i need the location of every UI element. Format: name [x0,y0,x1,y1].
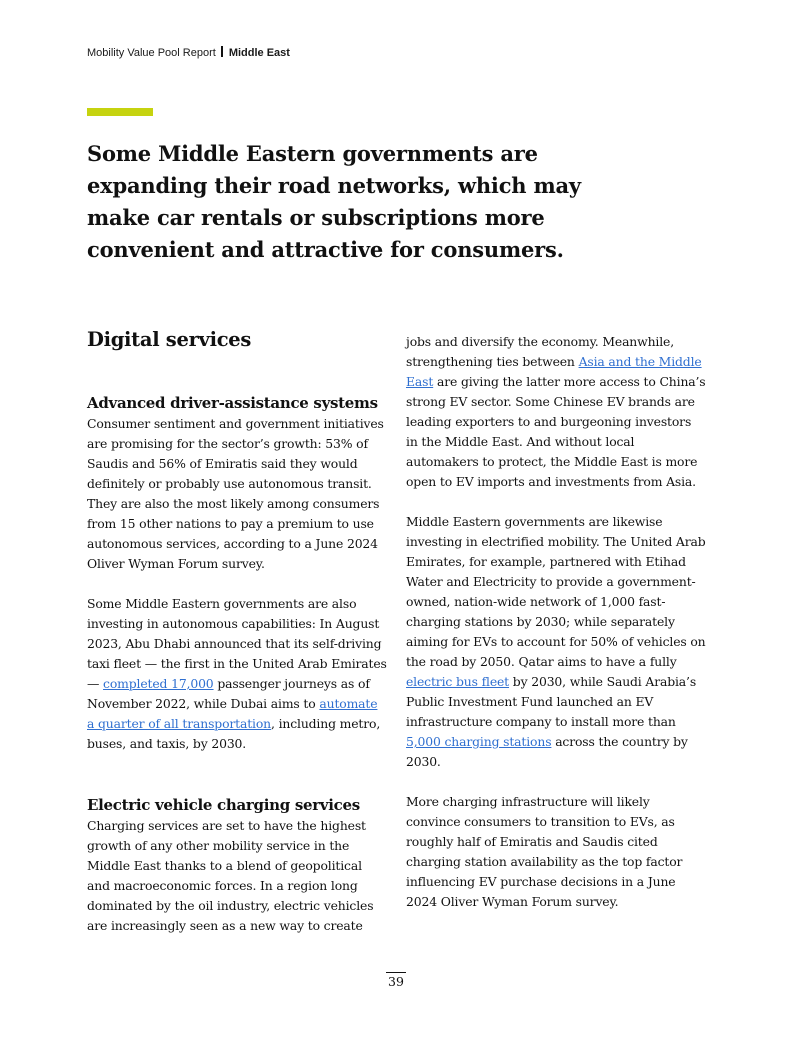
spacer [406,772,706,792]
right-column [406,332,706,912]
right-paragraph-2 [406,512,706,772]
headline: Some Middle Eastern governments are expanding their road networks, which may make car rentals or subscriptions more convenient and attractive for consumers. [87,141,581,262]
adas-paragraph-1: Consumer sentiment and government initiatives are promising for the sector’s growth: 53% of Saudis and 56% of Emiratis said they would definitely or probably use autonomous transit. They are also the most likely among consumers from 15 other nations to pay a premium to use autonomous services, according to a June 2024 Oliver Wyman Forum survey. [87,416,384,571]
page-number: 39 [386,972,406,991]
ev-paragraph-1: Charging services are set to have the highest growth of any other mobility service in the Middle East thanks to a blend of geopolitical and macroeconomic forces. In a region long dominated by the oil industry, electric vehicles are increasingly seen as a new way to create [87,818,374,933]
subsection-title-ev-charging: Electric vehicle charging services [87,796,360,814]
subsection-title-adas: Advanced driver-assistance systems [87,394,378,412]
region-label: Middle East [228,47,290,59]
spacer [87,754,387,794]
adas-paragraph-2 [87,594,387,754]
right-paragraph-1-text: are giving the latter more access to China’s strong EV sector. Some Chinese EV brands are leading exporters to and burgeoning investors in the Middle East. And without local automakers to protect, the Middle East is more open to EV imports and investments from Asia. [406,374,706,489]
report-title: Mobility Value Pool Report [87,47,216,59]
accent-bar [87,108,153,116]
link-charging-stations[interactable]: 5,000 charging stations [406,734,552,749]
right-paragraph-2-text: by 2030, while Saudi Arabia’s Public Investment Fund launched an EV infrastructure company to install more than [406,674,697,729]
right-paragraph-3: More charging infrastructure will likely convince consumers to transition to EVs, as roughly half of Emiratis and Saudis cited charging station availability as the top factor influencing EV purchase decisions in a June 2024 Oliver Wyman Forum survey. [406,794,683,909]
adas-paragraph-2-text: passenger journeys as of November 2022, while Dubai aims to [87,676,370,711]
section-title-digital-services: Digital services [87,328,252,351]
header-divider [221,46,223,57]
right-paragraph-2-text: Middle Eastern governments are likewise investing in electrified mobility. The United Arab Emirates, for example, partnered with Etihad Water and Electricity to provide a government-owned, nation-wide network of 1,000 fast-charging stations by 2030; while separately aiming for EVs to account for 50% of vehicles on the road by 2050. Qatar aims to have a fully [406,514,706,669]
running-header [87,46,290,59]
link-automate-transportation[interactable]: automate a quarter of all transportation [87,696,378,731]
link-electric-bus-fleet[interactable]: electric bus fleet [406,674,510,689]
link-asia-middle-east[interactable]: Asia and the Middle East [406,354,702,389]
right-paragraph-1-text: jobs and diversify the economy. Meanwhile, strengthening ties between [406,334,675,369]
spacer [406,492,706,512]
right-paragraph-1 [406,332,706,492]
left-column [87,326,387,936]
adas-paragraph-2-text: , including metro, buses, and taxis, by 2030. [87,716,381,751]
link-completed-17000[interactable]: completed 17,000 [103,676,214,691]
spacer [87,574,387,594]
adas-paragraph-2-text: Some Middle Eastern governments are also investing in autonomous capabilities: In August 2023, Abu Dhabi announced that its self-driving taxi fleet — the first in the United Arab Emirates — [87,596,387,691]
spacer [87,354,387,392]
right-paragraph-2-text: across the country by 2030. [406,734,688,769]
